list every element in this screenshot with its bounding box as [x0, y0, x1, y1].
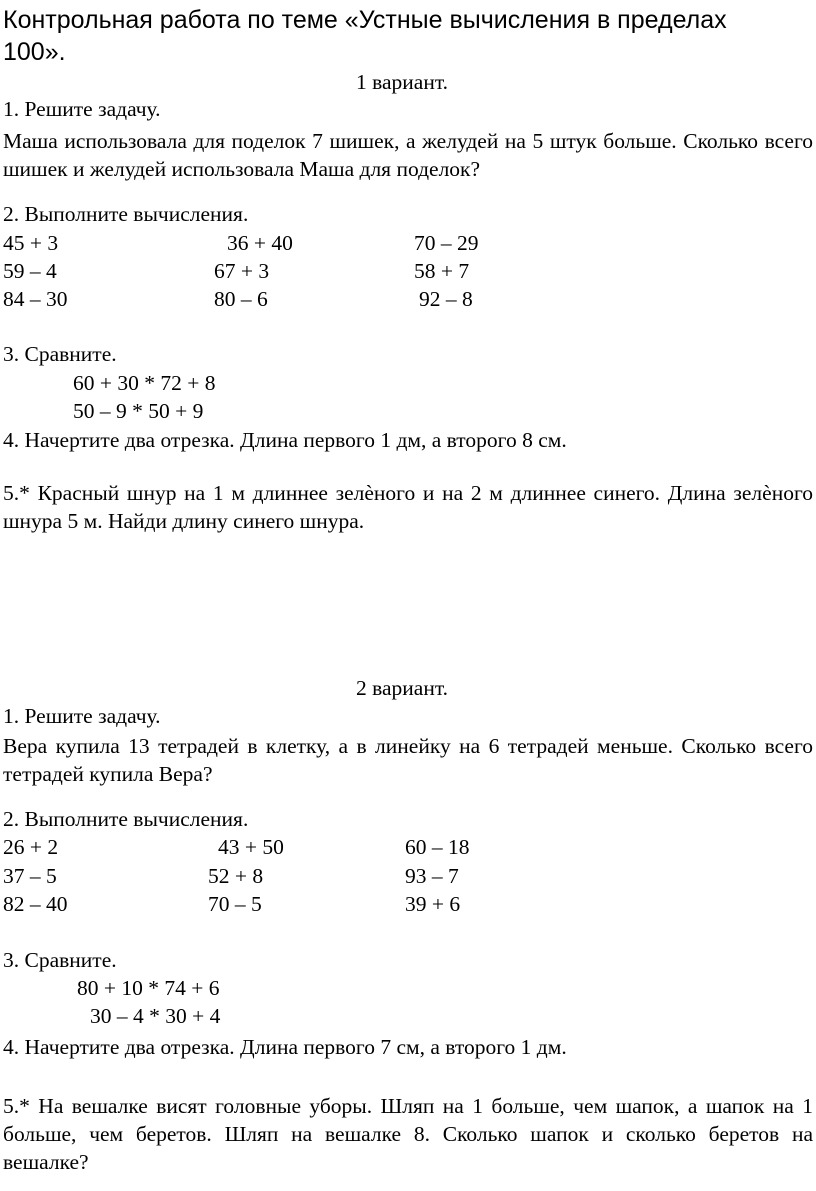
v1-task1-text: Маша использовала для поделок 7 шишек, а желудей на 5 штук больше. Сколько всего шишек и желудей использовала Маша для поделок?	[3, 129, 813, 181]
variant2-heading: 2 вариант.	[356, 676, 448, 700]
v2-compare-1: 80 + 10 * 74 + 6	[77, 976, 220, 1000]
v1-calc-r3-c3: 92 – 8	[419, 287, 473, 311]
v2-task2-heading: 2. Выполните вычисления.	[3, 807, 249, 831]
v2-compare-2: 30 – 4 * 30 + 4	[90, 1004, 221, 1028]
v2-task4: 4. Начертите два отрезка. Длина первого 7 см, а второго 1 дм.	[3, 1035, 567, 1059]
v2-task3-heading: 3. Сравните.	[3, 948, 117, 972]
v2-task5: 5.* На вешалке висят головные уборы. Шляп на 1 больше, чем шапок, а шапок на 1 больше, чем беретов. Шляп на вешалке 8. Сколько шапок и сколько беретов на вешалке?	[3, 1094, 813, 1174]
v1-calc-r2-c1: 59 – 4	[3, 259, 57, 283]
v2-calc-r2-c1: 37 – 5	[3, 864, 57, 888]
document-title-line2: 100».	[3, 38, 66, 66]
v1-task2-heading: 2. Выполните вычисления.	[3, 202, 249, 226]
v2-calc-r1-c3: 60 – 18	[405, 835, 470, 859]
v2-calc-r1-c2: 43 + 50	[218, 835, 284, 859]
v1-calc-r3-c1: 84 – 30	[3, 287, 68, 311]
v1-task5: 5.* Красный шнур на 1 м длиннее зелѐного и на 2 м длиннее синего. Длина зелѐного шнура 5 м. Найди длину синего шнура.	[3, 481, 813, 533]
v1-task1-heading: 1. Решите задачу.	[3, 97, 161, 121]
v2-calc-r1-c1: 26 + 2	[3, 835, 59, 859]
v2-calc-r2-c3: 93 – 7	[405, 864, 459, 888]
variant1-heading: 1 вариант.	[356, 70, 448, 94]
v2-calc-r3-c2: 70 – 5	[208, 892, 262, 916]
v2-calc-r3-c3: 39 + 6	[405, 892, 461, 916]
v1-calc-r1-c2: 36 + 40	[227, 231, 293, 255]
v2-task1-heading: 1. Решите задачу.	[3, 704, 161, 728]
v1-task3-heading: 3. Сравните.	[3, 342, 117, 366]
v1-calc-r2-c2: 67 + 3	[214, 259, 270, 283]
v1-task4: 4. Начертите два отрезка. Длина первого 1 дм, а второго 8 см.	[3, 428, 567, 452]
v1-compare-2: 50 – 9 * 50 + 9	[73, 399, 204, 423]
v2-calc-r3-c1: 82 – 40	[3, 892, 68, 916]
v1-calc-r2-c3: 58 + 7	[414, 259, 470, 283]
document-title-line1: Контрольная работа по теме «Устные вычисления в пределах	[3, 6, 727, 34]
v1-compare-1: 60 + 30 * 72 + 8	[73, 371, 216, 395]
v1-calc-r3-c2: 80 – 6	[214, 287, 268, 311]
v1-calc-r1-c3: 70 – 29	[414, 231, 479, 255]
v2-calc-r2-c2: 52 + 8	[208, 864, 264, 888]
v2-task1-text: Вера купила 13 тетрадей в клетку, а в линейку на 6 тетрадей меньше. Сколько всего тетрадей купила Вера?	[3, 734, 813, 786]
v1-calc-r1-c1: 45 + 3	[3, 231, 59, 255]
